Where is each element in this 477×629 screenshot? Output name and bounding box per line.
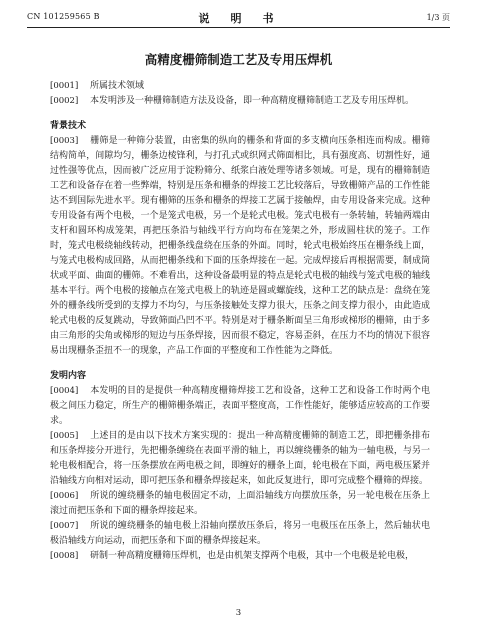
page-info: 1/3 页 bbox=[426, 13, 450, 22]
summary-heading: 发明内容 bbox=[50, 371, 87, 381]
paragraph-number: [0004] bbox=[50, 386, 79, 396]
paragraph-number: [0005] bbox=[50, 431, 79, 441]
paragraph-number: [0006] bbox=[50, 491, 79, 501]
paragraph-0006 bbox=[50, 489, 430, 519]
paragraph-0002 bbox=[50, 94, 430, 109]
paragraph-number: [0007] bbox=[50, 521, 79, 531]
page-header bbox=[27, 10, 450, 26]
paragraph-text: 栅筛是一种筛分装置，由密集的纵向的栅条和背面的多支横向压条相连而构成。栅筛结构简单，间隙均匀，栅条边棱锋利，与打孔式或织网式筛面相比，具有强度高、切割性好，通过性强等优点，因而被广泛应用于淀粉筛分、纸浆白液处理等诸多领域。可是，现有的栅筛制造工艺和设备存在着一些弊端，特别是压条和栅条的焊接工艺比较落后，导致栅筛产品的工作性能达不到国际先进水平。现有栅筛的压条和栅条的焊接工艺属于接触焊，由专用设备来完成。这种专用设备有两个电极，一个是笼式电极，另一个是轮式电极。笼式电极有一条转轴，转轴两端由支杆和圆环构成笼架，再把压条沿与轴线平行方向均布在笼架之外，形成圆柱状的笼子。工作时，笼式电极绕轴线转动，把栅条线盘绕在压条的外面。同时，轮式电极始终压在栅条线上面，与笼式电极构成回路，从而把栅条线和下面的压条焊接在一起。完成焊接后再根据需要，制成筒状或平面、曲面的栅筛。不难看出，这种设备最明显的特点是轮式电极的轴线与笼式电极的轴线基本平行。两个电极的接触点在笼式电极上的轨迹是圆或螺旋线，这种工艺的缺点是：盘绕在笼外的栅条线所受到的支撑力不均匀，与压条接触处支撑力很大，压条之间支撑力很小，由此造成轮式电极的反复跳动，导致筛面凸凹不平。特别是对于栅条断面呈三角形或梯形的栅筛，由于多由三角形的尖角或梯形的短边与压条焊接，因而很不稳定，容易歪斜，在压力不均的情况下很容易出现栅条歪扭不一的现象，产品工作面的平整度和工作性能为之降低。 bbox=[50, 136, 430, 356]
header-rule bbox=[27, 27, 450, 28]
paragraph-0008 bbox=[50, 549, 430, 564]
paragraph-text: 所属技术领域 bbox=[90, 81, 145, 91]
paragraph-0003 bbox=[50, 134, 430, 359]
publication-number: CN 101259565 B bbox=[27, 12, 100, 21]
paragraph-text: 所说的缠绕栅条的轴电极固定不动，上面沿轴线方向摆放压条，另一轮电极在压条上滚过而把压条和下面的栅条焊接起来。 bbox=[50, 491, 430, 516]
document-type: 说 明 书 bbox=[198, 12, 279, 25]
paragraph-text: 所说的缠绕栅条的轴电极上沿轴向摆放压条后，将另一电极压在压条上，然后轴状电极沿轴线方向运动，而把压条和下面的栅条焊接起来。 bbox=[50, 521, 430, 546]
paragraph-number: [0002] bbox=[50, 96, 79, 106]
document-body bbox=[50, 79, 430, 564]
paragraph-number: [0003] bbox=[50, 136, 79, 146]
paragraph-0004 bbox=[50, 384, 430, 429]
paragraph-number: [0001] bbox=[50, 81, 79, 91]
paragraph-text: 本发明涉及一种栅筛制造方法及设备，即一种高精度栅筛制造工艺及专用压焊机。 bbox=[90, 96, 415, 106]
background-heading: 背景技术 bbox=[50, 121, 87, 131]
paragraph-0001 bbox=[50, 79, 430, 94]
document-title: 高精度栅筛制造工艺及专用压焊机 bbox=[144, 52, 333, 67]
paragraph-number: [0008] bbox=[50, 551, 79, 561]
paragraph-0005 bbox=[50, 429, 430, 489]
paragraph-0007 bbox=[50, 519, 430, 549]
paragraph-text: 上述目的是由以下技术方案实现的：提出一种高精度栅筛的制造工艺，即把栅条排布和压条焊接分开进行，先把栅条缠绕在表面平滑的轴上，再以缠绕栅条的轴为一轴电极，与另一轮电极相配合，将一压条摆放在两电极之间，即缠好的栅条上面，轮电极在下面，两电极压紧并沿轴线方向相对运动，即可把压条和栅条焊接起来，如此反复进行，即可完成整个栅筛的焊接。 bbox=[50, 431, 430, 486]
paragraph-text: 本发明的目的是提供一种高精度栅筛焊接工艺和设备，这种工艺和设备工作时两个电极之间压力稳定，所生产的栅筛栅条端正，表面平整度高，工作性能好，能够适应较高的工作要求。 bbox=[50, 386, 430, 426]
page-number: 3 bbox=[235, 608, 242, 618]
paragraph-text: 研制一种高精度栅筛压焊机，也是由机架支撑两个电极，其中一个电极是轮电极， bbox=[90, 551, 415, 561]
